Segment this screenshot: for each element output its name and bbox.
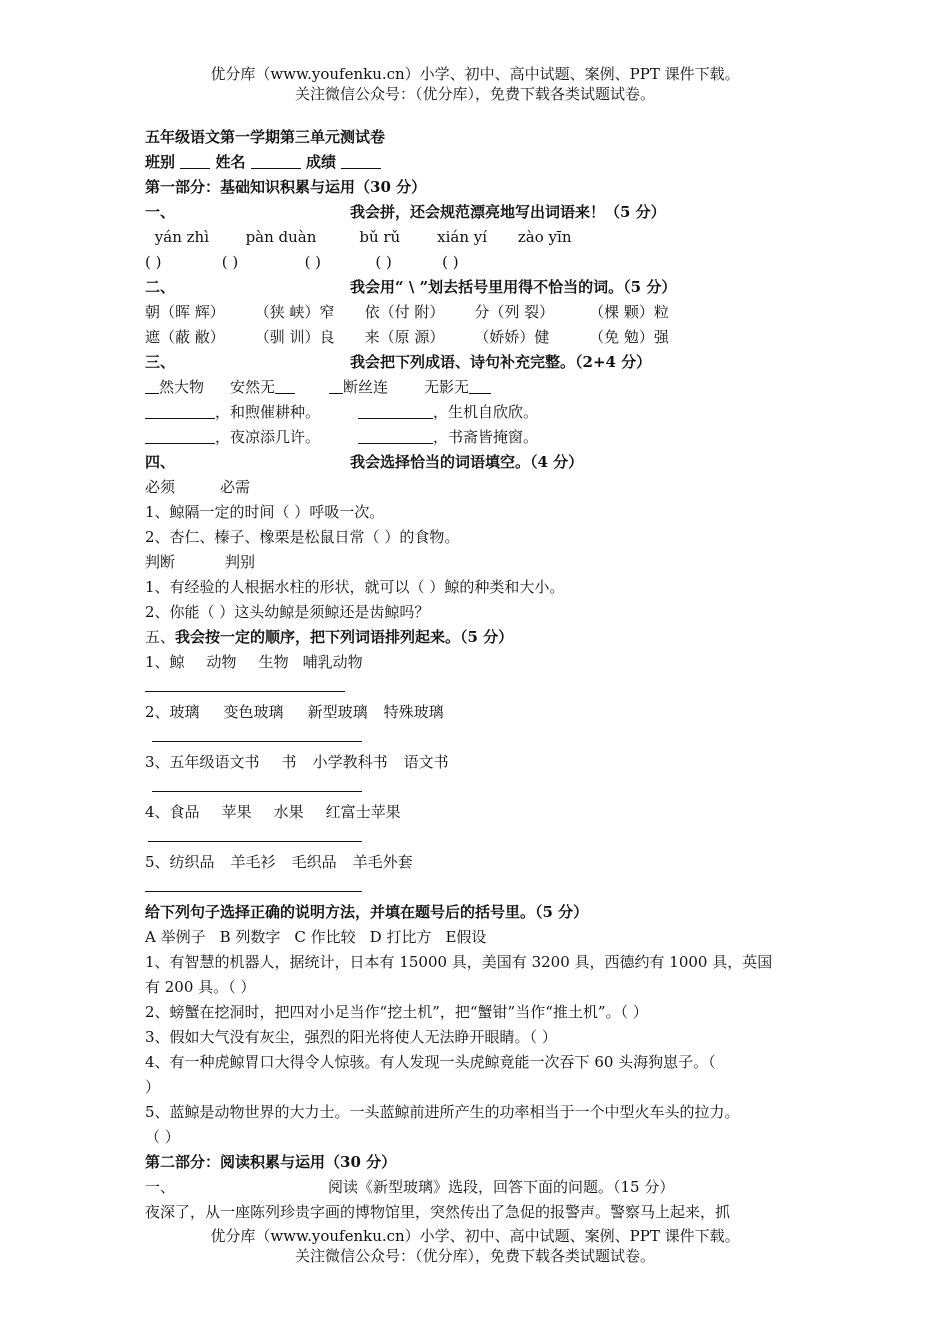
exam-title: 五年级语文第一学期第三单元测试卷 — [145, 128, 386, 146]
q4-item: 2、你能（ ）这头幼鲸是须鲸还是齿鲸吗？ — [145, 603, 430, 621]
q5-item — [145, 850, 815, 875]
q5-item — [145, 800, 815, 825]
fill-blank[interactable] — [145, 377, 159, 394]
fill-blank[interactable] — [329, 377, 343, 394]
sort-word: 哺乳动物 — [302, 653, 363, 671]
word-choice: 来（原 源） — [364, 328, 445, 346]
word-option: 必需 — [220, 478, 251, 496]
answer-line-row — [145, 675, 815, 700]
part2-heading: 第二部分：阅读积累与运用（30 分） — [145, 1153, 397, 1171]
word-option: 必须 — [145, 478, 176, 496]
word-option: 判别 — [225, 553, 256, 571]
sort-word: 毛织品 — [291, 853, 337, 871]
page-header — [0, 64, 950, 104]
word-choice: （狭 峡）窄 — [254, 303, 335, 321]
q5-item — [145, 650, 815, 675]
q6-sentence: 5、蓝鲸是动物世界的大力士。一头蓝鲸前进所产生的功率相当于一个中型火车头的拉力。 — [145, 1103, 740, 1121]
sort-word: 羊毛衫 — [230, 853, 276, 871]
pinyin-item: xián yí — [437, 228, 488, 246]
pinyin-item: bǔ rǔ — [359, 228, 401, 246]
answer-line[interactable] — [145, 891, 362, 892]
idiom-part: 断丝连 — [343, 378, 389, 396]
pinyin-item: pàn duàn — [245, 228, 317, 246]
q5-text: 我会按一定的顺序，把下列词语排列起来。（5 分） — [175, 628, 514, 646]
sort-word: 动物 — [206, 653, 237, 671]
sort-word: 苹果 — [221, 803, 252, 821]
q6-sentence: 2、螃蟹在挖洞时，把四对小足当作“挖土机”，把“蟹钳”当作“推土机”。（ ） — [145, 1003, 648, 1021]
word-choice: （棵 颗）粒 — [589, 303, 669, 321]
fill-blank[interactable] — [145, 402, 215, 419]
answer-line-row — [145, 875, 815, 900]
name-blank[interactable] — [251, 152, 301, 169]
answer-line[interactable] — [148, 841, 362, 842]
word-choice: （娇娇）健 — [474, 328, 550, 346]
q4-item: 1、有经验的人根据水柱的形状，就可以（ ）鲸的种类和大小。 — [145, 578, 565, 596]
word-choice: 依（付 附） — [364, 303, 445, 321]
r1-title — [145, 1175, 815, 1200]
sort-word: 3、五年级语文书 — [145, 753, 260, 771]
part1-heading: 第一部分：基础知识积累与运用（30 分） — [145, 178, 427, 196]
sort-word: 水果 — [273, 803, 304, 821]
answer-line[interactable] — [145, 691, 345, 692]
r1-number: 一、 — [145, 1178, 176, 1196]
method-option: A 举例子 — [145, 928, 206, 946]
sort-word: 变色玻璃 — [223, 703, 284, 721]
q5-number: 五、 — [145, 628, 176, 646]
answer-line[interactable] — [152, 741, 362, 742]
word-choice: （免 勉）强 — [589, 328, 669, 346]
sort-word: 新型玻璃 — [307, 703, 368, 721]
q1-number: 一、 — [145, 203, 176, 221]
score-blank[interactable] — [341, 152, 381, 169]
header-line-1: 优分库（www.youfenku.cn）小学、初中、高中试题、案例、PPT 课件下载。 — [210, 65, 740, 83]
word-choice: 朝（晖 辉） — [145, 303, 225, 321]
idiom-part: 安然无 — [230, 378, 276, 396]
q1-title — [145, 200, 815, 225]
word-choice: 分（列 裂） — [474, 303, 555, 321]
class-label: 班别 — [145, 153, 176, 171]
header-line-2: 关注微信公众号：（优分库），免费下载各类试题试卷。 — [294, 85, 655, 103]
word-option: 判断 — [145, 553, 176, 571]
q4-words-1 — [145, 475, 815, 500]
answer-paren[interactable]: ( ) — [145, 253, 162, 271]
sort-word: 红富士苹果 — [325, 803, 401, 821]
pinyin-item: yán zhì — [154, 228, 209, 246]
page-footer — [0, 1226, 950, 1266]
q2-title — [145, 275, 815, 300]
method-option: C 作比较 — [294, 928, 356, 946]
method-option: B 列数字 — [219, 928, 281, 946]
sort-word: 羊毛外套 — [352, 853, 413, 871]
q3-number: 三、 — [145, 353, 176, 371]
answer-line-row — [145, 775, 815, 800]
sort-word: 特殊玻璃 — [383, 703, 444, 721]
q2-text: 我会用“ \ ”划去括号里用得不恰当的词。（5 分） — [350, 278, 677, 296]
q3-row-3 — [145, 425, 815, 450]
q4-title — [145, 450, 815, 475]
sort-word: 书 — [281, 753, 297, 771]
fill-blank[interactable] — [358, 402, 433, 419]
fill-blank[interactable] — [358, 427, 433, 444]
score-label: 成绩 — [305, 153, 336, 171]
q1-answer-row — [145, 250, 815, 275]
idiom-part: 无影无 — [424, 378, 470, 396]
fill-blank[interactable] — [275, 377, 295, 394]
word-choice: 遮（蔽 敝） — [145, 328, 225, 346]
word-choice: （驯 训）良 — [254, 328, 335, 346]
exam-content — [145, 125, 815, 1225]
name-label: 姓名 — [215, 153, 246, 171]
method-option: E假设 — [445, 928, 487, 946]
sort-word: 1、鲸 — [145, 653, 185, 671]
answer-paren[interactable]: ( ) — [442, 253, 459, 271]
q5-title — [145, 625, 815, 650]
sort-word: 4、食品 — [145, 803, 200, 821]
pinyin-item: zào yīn — [517, 228, 572, 246]
q5-item — [145, 750, 815, 775]
sort-word: 小学教科书 — [312, 753, 388, 771]
q5-item — [145, 700, 815, 725]
q3-title — [145, 350, 815, 375]
q6-sentence: 4、有一种虎鲸胃口大得令人惊骇。有人发现一头虎鲸竟能一次吞下 60 头海狗崽子。（ — [145, 1053, 716, 1071]
q2-row-2 — [145, 325, 815, 350]
footer-line-2: 关注微信公众号：（优分库），免费下载各类试题试卷。 — [294, 1247, 655, 1265]
q1-text: 我会拼，还会规范漂亮地写出词语来！（5 分） — [350, 203, 666, 221]
fill-blank[interactable] — [145, 427, 215, 444]
method-option: D 打比方 — [369, 928, 432, 946]
q4-number: 四、 — [145, 453, 176, 471]
answer-line-row — [145, 825, 815, 850]
q4-text: 我会选择恰当的词语填空。（4 分） — [350, 453, 584, 471]
q3-row-1 — [145, 375, 815, 400]
q4-item: 2、杏仁、榛子、橡栗是松鼠日常（ ）的食物。 — [145, 528, 460, 546]
footer-line-1: 优分库（www.youfenku.cn）小学、初中、高中试题、案例、PPT 课件下载。 — [210, 1227, 740, 1245]
student-info-line — [145, 150, 815, 175]
poem-part: ，和煦催耕种。 — [215, 403, 321, 421]
idiom-part: 然大物 — [159, 378, 205, 396]
q6-sentence: 有 200 具。（ ） — [145, 978, 256, 996]
q6-sentence: 1、有智慧的机器人，据统计，日本有 15000 具，美国有 3200 具，西德约有 1000 具，英国 — [145, 953, 773, 971]
fill-blank[interactable] — [469, 377, 491, 394]
answer-paren[interactable]: ( ) — [375, 253, 392, 271]
q6-sentence: （ ） — [145, 1128, 180, 1146]
q2-row-1 — [145, 300, 815, 325]
answer-line[interactable] — [152, 791, 362, 792]
q6-sentence: 3、假如大气没有灰尘，强烈的阳光将使人无法睁开眼睛。（ ） — [145, 1028, 557, 1046]
answer-paren[interactable]: ( ) — [221, 253, 239, 271]
sort-word: 2、玻璃 — [145, 703, 200, 721]
r1-text: 阅读《新型玻璃》选段，回答下面的问题。（15 分） — [328, 1178, 675, 1196]
reading-passage: 夜深了，从一座陈列珍贵字画的博物馆里，突然传出了急促的报警声。警察马上起来，抓 — [145, 1203, 731, 1221]
q4-words-2 — [145, 550, 815, 575]
q1-pinyin-row — [145, 225, 815, 250]
poem-part: ，夜凉添几许。 — [215, 428, 321, 446]
poem-part: ，生机自欣欣。 — [433, 403, 539, 421]
q6-sentence: ） — [145, 1078, 161, 1096]
q3-row-2 — [145, 400, 815, 425]
q2-number: 二、 — [145, 278, 176, 296]
sort-word: 语文书 — [403, 753, 449, 771]
q6-options — [145, 925, 815, 950]
q3-text: 我会把下列成语、诗句补充完整。（2+4 分） — [350, 353, 652, 371]
poem-part: ，书斋皆掩窗。 — [433, 428, 539, 446]
sort-word: 5、纺织品 — [145, 853, 215, 871]
class-blank[interactable] — [180, 152, 210, 169]
answer-paren[interactable]: ( ) — [304, 253, 322, 271]
sort-word: 生物 — [258, 653, 289, 671]
q4-item: 1、鲸隔一定的时间（ ）呼吸一次。 — [145, 503, 385, 521]
answer-line-row — [145, 725, 815, 750]
q6-title: 给下列句子选择正确的说明方法，并填在题号后的括号里。（5 分） — [145, 903, 589, 921]
